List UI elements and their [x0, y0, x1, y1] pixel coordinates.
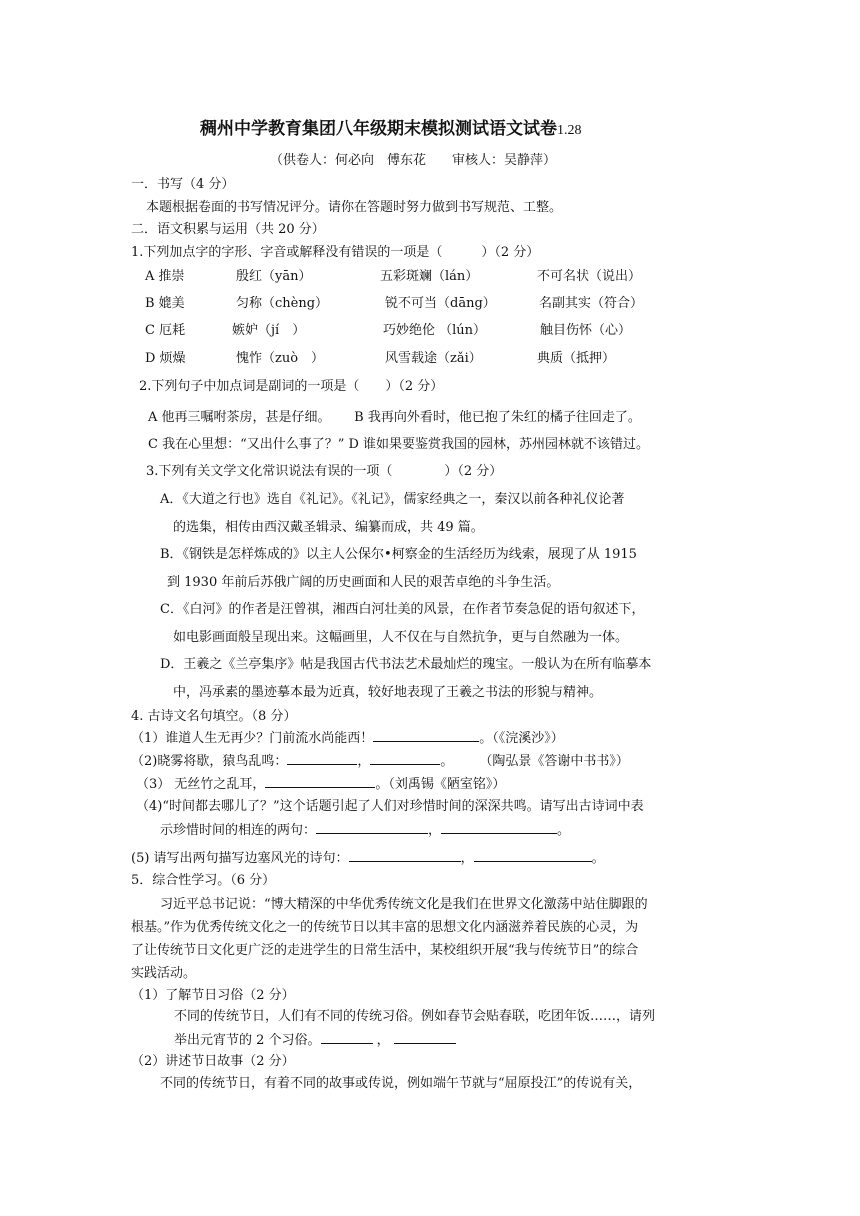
- q3-stem: 3.下列有关文学文化常识说法有误的一项（ ）（2 分）: [146, 464, 503, 479]
- q1-c-word3: 巧妙绝伦 （lún）: [383, 323, 487, 338]
- q4-item-1-source: 。（《浣溪沙》）: [479, 731, 564, 746]
- q5-intro-line4: 实践活动。: [131, 966, 197, 981]
- q2-stem: 2.下列句子中加点词是副词的一项是（ ）（2 分）: [139, 379, 444, 394]
- q1-b-word2: 匀称（chèng）: [236, 296, 329, 311]
- q4-item-2-blank-2[interactable]: [370, 752, 440, 765]
- q5-stem: 5．综合性学习。（6 分）: [131, 873, 276, 888]
- q4-item-5-text: (5) 请写出两句描写边塞风光的诗句：: [131, 851, 349, 866]
- q4-item-4-blank-2[interactable]: [441, 821, 557, 834]
- q4-item-1: [131, 729, 564, 748]
- q4-item-5-blank-1[interactable]: [349, 849, 461, 862]
- q5-sub1-line2: [174, 1031, 456, 1050]
- q4-item-4-line1: （4)“时间都去哪儿了？”这个话题引起了人们对珍惜时间的深深共鸣。请写出古诗词中表: [136, 799, 644, 814]
- q5-sub1-blank-2[interactable]: [394, 1031, 456, 1044]
- q3-option-a-line1: A．《大道之行也》选自《礼记》。《礼记》，儒家经典之一，秦汉以前各种礼仪论著: [160, 492, 625, 507]
- q5-sub1-comma: ，: [372, 1033, 390, 1048]
- q1-a-word3: 五彩斑斓（lán）: [380, 269, 479, 284]
- authors-line: （供卷人：何必向 傅东花 审核人：吴静萍）: [270, 153, 557, 168]
- q4-item-2-comma: ，: [357, 754, 371, 769]
- q1-d-word4: 典质（抵押）: [537, 351, 616, 366]
- q4-item-4-text: 示珍惜时间的相连的两句：: [160, 823, 317, 838]
- q4-item-1-text: （1）谁道人生无再少？门前流水尚能西！: [131, 731, 374, 746]
- q4-item-4-blank-1[interactable]: [316, 821, 428, 834]
- q4-item-5-comma: ，: [460, 851, 474, 866]
- q1-c-word2: 嫉妒（jí ）: [232, 323, 306, 338]
- q5-intro-line3: 了让传统节日文化更广泛的走进学生的日常生活中，某校组织开展“我与传统节日”的综合: [131, 943, 639, 958]
- section-1-text: 本题根据卷面的书写情况评分。请你在答题时努力做到书写规范、工整。: [146, 200, 563, 215]
- q2-options-cd: C 我在心里想：“又出什么事了？” D 谁如果要鉴赏我国的园林，苏州园林就不该错过。: [148, 437, 650, 452]
- q4-item-3-blank[interactable]: [265, 775, 375, 788]
- q1-option-c: [0, 322, 860, 340]
- q2-options-ab: A 他再三嘱咐茶房，甚是仔细。 B 我再向外看时，他已抱了朱红的橘子往回走了。: [148, 410, 641, 425]
- q3-option-b-line1: B．《钢铁是怎样炼成的》以主人公保尔•柯察金的生活经历为线索，展现了从 1915: [160, 547, 637, 562]
- q4-item-2-blank-1[interactable]: [287, 752, 357, 765]
- q1-d-word3: 风雪载途（zǎi）: [385, 351, 482, 366]
- section-1-heading: 一．书写（4 分）: [131, 177, 235, 192]
- q1-d-word2: 愧怍（zuò ）: [236, 351, 325, 366]
- q4-item-1-blank[interactable]: [373, 729, 479, 742]
- q4-item-3-text: （3） 无丝竹之乱耳，: [136, 777, 266, 792]
- q5-sub1-heading: （1）了解节日习俗（2 分）: [131, 988, 295, 1003]
- page-title: [200, 117, 582, 143]
- q1-c-word1: C 厄耗: [145, 323, 186, 338]
- q4-stem: 4. 古诗文名句填空。（8 分）: [131, 709, 297, 724]
- q5-sub1-text: 不同的传统节日，人们有不同的传统习俗。例如春节会贴春联，吃团年饭……，请列: [174, 1009, 656, 1024]
- q1-a-word4: 不可名状（说出）: [537, 269, 642, 284]
- q4-item-2-text: （2)晓雾将歇，猿鸟乱鸣：: [131, 754, 288, 769]
- q5-sub2-text: 不同的传统节日，有着不同的故事或传说，例如端午节就与“屈原投江”的传说有关，: [160, 1076, 642, 1091]
- q4-item-5: [131, 849, 605, 868]
- q5-sub1-prompt: 举出元宵节的 2 个习俗。: [174, 1033, 321, 1048]
- title-version: 1.28: [557, 123, 582, 138]
- q3-option-a-line2: 的选集，相传由西汉戴圣辑录、编纂而成，共 49 篇。: [173, 520, 484, 535]
- q4-item-3: [136, 775, 505, 794]
- title-text: 稠州中学教育集团八年级期末模拟测试语文试卷: [200, 119, 557, 139]
- q1-b-word3: 锐不可当（dāng）: [385, 296, 496, 311]
- q3-option-c-line2: 如电影画面般呈现出来。这幅画里，人不仅在与自然抗争，更与自然融为一体。: [173, 630, 629, 645]
- q3-option-b-line2: 到 1930 年前后苏俄广阔的历史画面和人民的艰苦卓绝的斗争生活。: [167, 575, 560, 590]
- q4-item-2-source: 。 （陶弘景《答谢中书书》）: [440, 754, 629, 769]
- q1-option-d: [0, 350, 860, 368]
- q1-a-word2: 殷红（yān）: [236, 269, 312, 284]
- q3-option-d-line1: D．王羲之《兰亭集序》帖是我国古代书法艺术最灿烂的瑰宝。一般认为在所有临摹本: [160, 657, 652, 672]
- q1-c-word4: 触目伤怀（心）: [540, 323, 632, 338]
- q5-intro-line1: 习近平总书记说：“博大精深的中华优秀传统文化是我们在世界文化激荡中站住脚跟的: [160, 897, 648, 912]
- q4-item-4-period: 。: [557, 823, 571, 838]
- q4-item-5-period: 。: [591, 851, 605, 866]
- section-2-heading: 二．语文积累与运用（共 20 分）: [131, 222, 325, 237]
- q1-option-b: [0, 295, 860, 313]
- q1-option-a: [0, 268, 860, 286]
- q1-a-word1: A 推崇: [145, 269, 185, 284]
- q5-sub2-heading: （2）讲述节日故事（2 分）: [131, 1054, 295, 1069]
- q4-item-4-comma: ，: [428, 823, 442, 838]
- q1-b-word1: B 媲美: [145, 296, 185, 311]
- q4-item-3-source: 。（刘禹锡《陋室铭》）: [375, 777, 506, 792]
- q1-d-word1: D 烦燥: [145, 351, 186, 366]
- q4-item-4-line2: [160, 821, 570, 840]
- q5-intro-line2: 根基。”作为优秀传统文化之一的传统节日以其丰富的思想文化内涵滋养着民族的心灵，为: [131, 920, 639, 935]
- q1-b-word4: 名副其实（符合）: [539, 296, 644, 311]
- q3-option-d-line2: 中，冯承素的墨迹摹本最为近真，较好地表现了王羲之书法的形貌与精神。: [173, 685, 603, 700]
- q4-item-2: [131, 752, 629, 771]
- q5-sub1-blank-1[interactable]: [321, 1031, 373, 1044]
- q3-option-c-line1: C．《白河》的作者是汪曾祺，湘西白河壮美的风景，在作者节奏急促的语句叙述下，: [160, 602, 645, 617]
- q1-stem: 1.下列加点字的字形、字音或解释没有错误的一项是（ ）（2 分）: [131, 245, 540, 260]
- q4-item-5-blank-2[interactable]: [474, 849, 592, 862]
